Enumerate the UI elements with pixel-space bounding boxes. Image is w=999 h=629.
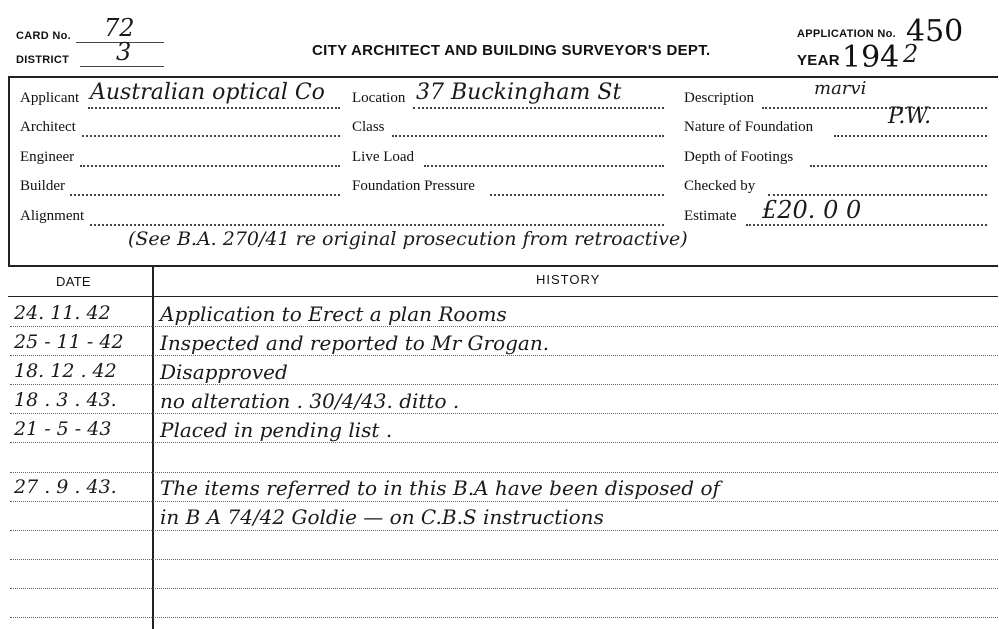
- table-rule: [10, 442, 998, 443]
- district-label: DISTRICT: [16, 54, 70, 66]
- row-history: The items referred to in this B.A have been disposed of: [160, 476, 720, 500]
- dept-title: CITY ARCHITECT AND BUILDING SURVEYOR'S DEPT.: [312, 42, 711, 59]
- date-header: DATE: [56, 274, 91, 289]
- year-label: YEAR: [797, 52, 840, 69]
- table-rule: [10, 588, 998, 589]
- row-history: Disapproved: [160, 360, 288, 384]
- table-header-rule: [8, 296, 998, 297]
- class-line: [392, 135, 664, 137]
- year-value: 194: [842, 40, 900, 75]
- class-label: Class: [352, 119, 385, 135]
- district-value: 3: [116, 38, 132, 66]
- architect-label: Architect: [20, 119, 76, 135]
- live-load-line: [424, 165, 664, 167]
- estimate-label: Estimate: [684, 208, 737, 224]
- row-history: in B A 74/42 Goldie — on C.B.S instructions: [160, 505, 604, 529]
- checked-by-label: Checked by: [684, 178, 756, 194]
- application-no-value: 450: [906, 14, 964, 49]
- row-date: 27 . 9 . 43.: [14, 476, 117, 498]
- nature-of-foundation-label: Nature of Foundation: [684, 119, 814, 135]
- foundation-pressure-line: [490, 194, 664, 196]
- applicant-value: Australian optical Co: [90, 80, 325, 105]
- year-suffix: 2: [903, 40, 919, 68]
- description-value: marvi: [814, 78, 867, 99]
- applicant-line: [88, 107, 340, 109]
- table-rule: [10, 413, 998, 414]
- row-date: 18 . 3 . 43.: [14, 389, 117, 411]
- alignment-label: Alignment: [20, 208, 85, 224]
- table-rule: [10, 530, 998, 531]
- date-column-divider: [152, 265, 154, 629]
- application-no-label: APPLICATION No.: [797, 28, 897, 40]
- depth-of-footings-label: Depth of Footings: [684, 149, 794, 165]
- table-rule: [10, 384, 998, 385]
- engineer-line: [80, 165, 340, 167]
- alignment-line: [90, 224, 664, 226]
- row-date: 24. 11. 42: [14, 302, 111, 324]
- reference-note: (See B.A. 270/41 re original prosecution from retroactive): [128, 228, 688, 250]
- estimate-line: [746, 224, 987, 226]
- nature-of-foundation-value: P.W.: [888, 104, 932, 129]
- table-rule: [10, 617, 998, 618]
- depth-of-footings-line: [810, 165, 987, 167]
- table-rule: [10, 355, 998, 356]
- foundation-pressure-label: Foundation Pressure: [352, 178, 475, 194]
- card-no-label: CARD No.: [16, 30, 71, 42]
- table-rule: [10, 326, 998, 327]
- row-date: 21 - 5 - 43: [14, 418, 112, 440]
- location-label: Location: [352, 90, 406, 106]
- card-no-value: 72: [104, 14, 135, 42]
- table-rule: [10, 559, 998, 560]
- row-history: no alteration . 30/4/43. ditto .: [160, 389, 460, 413]
- location-value: 37 Buckingham St: [416, 80, 622, 105]
- row-date: 25 - 11 - 42: [14, 331, 124, 353]
- row-history: Inspected and reported to Mr Grogan.: [160, 331, 550, 355]
- left-frame: [8, 76, 10, 266]
- location-line: [413, 107, 664, 109]
- description-label: Description: [684, 90, 754, 106]
- nature-of-foundation-line: [834, 135, 987, 137]
- row-history: Placed in pending list .: [160, 418, 393, 442]
- row-history: Application to Erect a plan Rooms: [160, 302, 507, 326]
- table-top-rule: [8, 265, 998, 267]
- engineer-label: Engineer: [20, 149, 75, 165]
- builder-label: Builder: [20, 178, 65, 194]
- applicant-label: Applicant: [20, 90, 80, 106]
- row-date: 18. 12 . 42: [14, 360, 117, 382]
- estimate-value: £20. 0 0: [762, 196, 862, 224]
- history-header: HISTORY: [536, 272, 601, 287]
- live-load-label: Live Load: [352, 149, 415, 165]
- architect-line: [82, 135, 340, 137]
- builder-line: [70, 194, 340, 196]
- description-line: [762, 107, 987, 109]
- table-rule: [10, 472, 998, 473]
- table-rule: [10, 501, 998, 502]
- district-line: [80, 66, 164, 67]
